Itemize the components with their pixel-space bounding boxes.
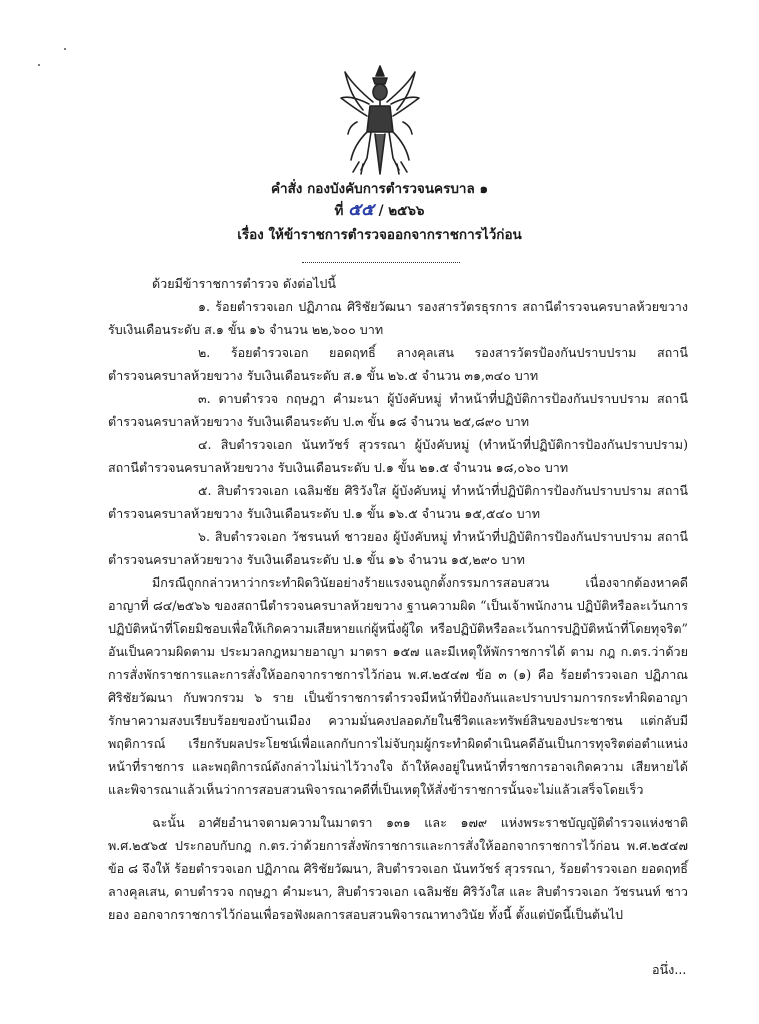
order-number xyxy=(0,199,759,222)
order-number-handwritten: ๕๕ xyxy=(348,200,374,220)
intro-paragraph: ด้วยมีข้าราชการตำรวจ ดังต่อไปนี้ xyxy=(152,276,336,291)
officer-item: ๑. ร้อยตำรวจเอก ปฏิภาณ ศิริชัยวัฒนา รองสารวัตรธุรการ สถานีตำรวจนครบาลห้วยขวาง รับเงินเดือนระดับ ส.๑ ขั้น ๑๖ จำนวน ๒๒,๖๐๐ บาท xyxy=(108,299,688,337)
continuation-marker: อนึ่ง... xyxy=(652,962,687,977)
order-body xyxy=(108,272,688,926)
officer-item: ๖. สิบตำรวจเอก วัชรนนท์ ชาวยอง ผู้บังคับหมู่ ทำหน้าที่ปฏิบัติการป้องกันปราบปราม สถานีตำรวจนครบาลห้วยขวาง รับเงินเดือนระดับ ป.๑ ขั้น ๑๖ จำนวน ๑๕,๒๙๐ บาท xyxy=(108,529,688,567)
scan-speck xyxy=(38,64,40,66)
order-title: คำสั่ง กองบังคับการตำรวจนครบาล ๑ xyxy=(270,181,489,197)
order-number-prefix: ที่ xyxy=(334,203,344,219)
order-number-year: / ๒๕๖๖ xyxy=(378,203,425,219)
order-paragraph: ฉะนั้น อาศัยอำนาจตามความในมาตรา ๑๓๑ และ ๑๗๙ แห่งพระราชบัญญัติตำรวจแห่งชาติ พ.ศ.๒๕๖๕ ประกอบกับกฎ ก.ตร.ว่าด้วยการสั่งพักราชการและการสั่งให้ออกจากราชการไว้ก่อน พ.ศ.๒๕๔๗ ข้อ ๘ จึงให้ ร้อยตำรวจเอก ปฏิภาณ ศิริชัยวัฒนา, สิบตำรวจเอก นันทวัชร์ สุวรรณา, ร้อยตำรวจเอก ยอดฤทธิ์ ลางคุลเสน, ดาบตำรวจ กฤษฎา คำมะนา, สิบตำรวจเอก เฉลิมชัย ศิริวังใส และ สิบตำรวจเอก วัชรนนท์ ชาวยอง ออกจากราชการไว้ก่อนเพื่อรอฟังผลการสอบสวนพิจารณาทางวินัย ทั้งนี้ ตั้งแต่บัดนี้เป็นต้นไป xyxy=(108,815,688,922)
officer-item: ๕. สิบตำรวจเอก เฉลิมชัย ศิริวังใส ผู้บังคับหมู่ ทำหน้าที่ปฏิบัติการป้องกันปราบปราม สถานีตำรวจนครบาลห้วยขวาง รับเงินเดือนระดับ ป.๑ ขั้น ๑๖.๕ จำนวน ๑๕,๕๔๐ บาท xyxy=(108,483,688,521)
officer-item: ๒. ร้อยตำรวจเอก ยอดฤทธิ์ ลางคุลเสน รองสารวัตรป้องกันปราบปราม สถานีตำรวจนครบาลห้วยขวาง รับเงินเดือนระดับ ส.๑ ขั้น ๒๖.๕ จำนวน ๓๑,๓๔๐ บาท xyxy=(108,345,688,383)
garuda-emblem-icon xyxy=(339,62,421,178)
allegation-paragraph: มีกรณีถูกกล่าวหาว่ากระทำผิดวินัยอย่างร้ายแรงจนถูกตั้งกรรมการสอบสวน เนื่องจากต้องหาคดีอาญาที่ ๘๔/๒๕๖๖ ของสถานีตำรวจนครบาลห้วยขวาง ฐานความผิด “เป็นเจ้าพนักงาน ปฏิบัติหรือละเว้นการปฏิบัติหน้าที่โดยมิชอบเพื่อให้เกิดความเสียหายแก่ผู้หนึ่งผู้ใด หรือปฏิบัติหรือละเว้นการปฏิบัติหน้าที่โดยทุจริต” อันเป็นความผิดตาม ประมวลกฎหมายอาญา มาตรา ๑๕๗ และมีเหตุให้พักราชการได้ ตาม กฎ ก.ตร.ว่าด้วยการสั่งพักราชการและการสั่งให้ออกจากราชการไว้ก่อน พ.ศ.๒๕๔๗ ข้อ ๓ (๑) คือ ร้อยตำรวจเอก ปฏิภาณ ศิริชัยวัฒนา กับพวกรวม ๖ ราย เป็นข้าราชการตำรวจมีหน้าที่ป้องกันและปราบปรามการกระทำผิดอาญา รักษาความสงบเรียบร้อยของบ้านเมือง ความมั่นคงปลอดภัยในชีวิตและทรัพย์สินของประชาชน แต่กลับมีพฤติการณ์ เรียกรับผลประโยชน์เพื่อแลกกับการไม่จับกุมผู้กระทำผิดดำเนินคดีอันเป็นการทุจริตต่อตำแหน่งหน้าที่ราชการ และพฤติการณ์ดังกล่าวไม่น่าไว้วางใจ ถ้าให้คงอยู่ในหน้าที่ราชการอาจเกิดความ เสียหายได้ และพิจารณาแล้วเห็นว่าการสอบสวนพิจารณาคดีที่เป็นเหตุให้สั่งข้าราชการนั้นจะไม่แล้วเสร็จโดยเร็ว xyxy=(108,575,688,797)
order-subject: เรื่อง ให้ข้าราชการตำรวจออกจากราชการไว้ก่อน xyxy=(237,227,522,243)
officer-item: ๔. สิบตำรวจเอก นันทวัชร์ สุวรรณา ผู้บังคับหมู่ (ทำหน้าที่ปฏิบัติการป้องกันปราบปราม) สถานีตำรวจนครบาลห้วยขวาง รับเงินเดือนระดับ ป.๑ ขั้น ๒๑.๕ จำนวน ๑๘,๐๖๐ บาท xyxy=(108,437,688,475)
scan-speck xyxy=(64,48,66,50)
dotted-divider xyxy=(302,252,460,263)
officer-item: ๓. ดาบตำรวจ กฤษฎา คำมะนา ผู้บังคับหมู่ ทำหน้าที่ปฏิบัติการป้องกันปราบปราม สถานีตำรวจนครบาลห้วยขวาง รับเงินเดือนระดับ ป.๓ ขั้น ๑๘ จำนวน ๒๕,๘๙๐ บาท xyxy=(108,391,688,429)
